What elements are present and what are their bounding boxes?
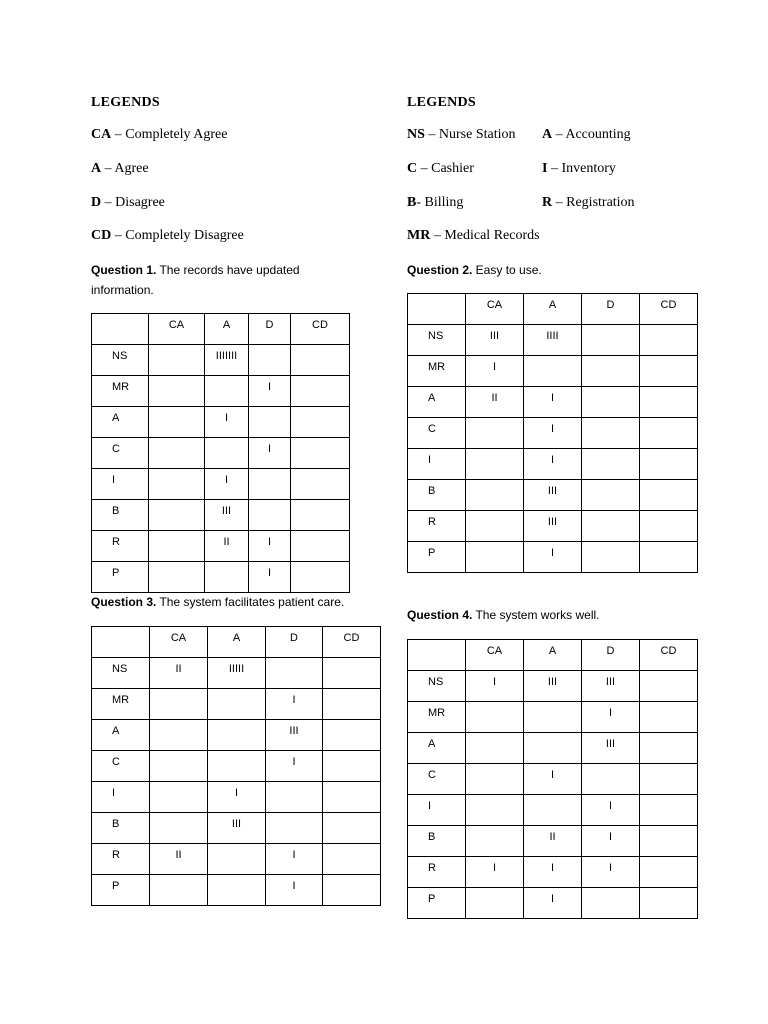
tally-cell-ca (149, 562, 205, 593)
row-label: P (408, 888, 466, 919)
legend-desc: Nurse Station (438, 127, 516, 142)
table-row (408, 449, 698, 480)
legend-abbr: NS (407, 127, 425, 142)
tally-cell-cd (291, 345, 350, 376)
legend-abbr: CA (91, 127, 112, 142)
tally-cell-d: I (249, 562, 291, 593)
question-text: Easy to use. (472, 263, 542, 277)
legend-item-inventory (542, 161, 616, 177)
tally-cell-d (582, 449, 640, 480)
row-label: B (92, 500, 149, 531)
legend-item-d (91, 195, 165, 211)
table-header-row (408, 640, 698, 671)
question-label: Question 4. (407, 608, 473, 622)
table-row (92, 658, 381, 689)
legend-sep: – (101, 195, 116, 210)
tally-cell-d: I (266, 875, 323, 906)
tally-cell-a: II (524, 826, 582, 857)
column-header-d: D (249, 314, 291, 345)
legend-abbr: A (542, 127, 553, 142)
tally-cell-d (266, 782, 323, 813)
legend-sep: – (111, 228, 126, 243)
tally-cell-cd (640, 826, 698, 857)
tally-cell-ca (466, 764, 524, 795)
legend-sep: – (424, 127, 439, 142)
tally-cell-a (205, 438, 249, 469)
table-row (408, 888, 698, 919)
table-header-row (92, 627, 381, 658)
tally-cell-a: I (524, 888, 582, 919)
question-3-heading (91, 592, 391, 612)
table-row (92, 376, 350, 407)
row-label: R (408, 511, 466, 542)
table-row (92, 689, 381, 720)
table-row (92, 469, 350, 500)
row-label: MR (92, 376, 149, 407)
tally-cell-cd (640, 387, 698, 418)
table-row (408, 795, 698, 826)
tally-cell-ca: I (466, 356, 524, 387)
tally-cell-a (208, 875, 266, 906)
column-header-d: D (266, 627, 323, 658)
tally-cell-d (582, 542, 640, 573)
tally-cell-a: III (208, 813, 266, 844)
tally-cell-cd (640, 325, 698, 356)
legend-desc: Completely Disagree (125, 228, 244, 243)
tally-cell-a: IIIII (208, 658, 266, 689)
table-row (408, 702, 698, 733)
tally-cell-d (582, 764, 640, 795)
tally-cell-d: I (582, 795, 640, 826)
column-header-row-label (92, 627, 150, 658)
question-text: The system works well. (472, 608, 600, 622)
tally-cell-a: IIII (524, 325, 582, 356)
row-label: I (92, 469, 149, 500)
question-1-table (91, 313, 350, 593)
column-header-row-label (408, 294, 466, 325)
column-header-ca: CA (149, 314, 205, 345)
tally-cell-ca (149, 469, 205, 500)
row-label: A (92, 720, 150, 751)
question-text: The system facilitates patient care. (156, 595, 345, 609)
legend-item-accounting (542, 127, 631, 143)
tally-cell-cd (640, 480, 698, 511)
row-label: P (92, 562, 149, 593)
tally-cell-cd (291, 407, 350, 438)
legend-abbr: MR (407, 228, 431, 243)
table-row (92, 438, 350, 469)
tally-cell-a: I (205, 407, 249, 438)
tally-cell-cd (640, 418, 698, 449)
legend-abbr: B (407, 195, 417, 210)
tally-cell-a (208, 751, 266, 782)
tally-cell-ca (466, 418, 524, 449)
tally-cell-cd (291, 531, 350, 562)
tally-cell-a: IIIIIII (205, 345, 249, 376)
row-label: R (92, 531, 149, 562)
legend-abbr: I (542, 161, 548, 176)
tally-cell-a (524, 733, 582, 764)
question-2-heading (407, 260, 707, 280)
tally-cell-ca (466, 795, 524, 826)
tally-cell-a (205, 562, 249, 593)
legend-sep: – (552, 127, 566, 142)
column-header-cd: CD (323, 627, 381, 658)
tally-cell-a (208, 844, 266, 875)
row-label: P (92, 875, 150, 906)
tally-cell-ca (150, 689, 208, 720)
question-text-line2: information. (91, 283, 154, 297)
row-label: R (92, 844, 150, 875)
table-row (408, 356, 698, 387)
question-text: The records have updated (156, 263, 300, 277)
column-header-ca: CA (466, 640, 524, 671)
tally-cell-d: I (249, 531, 291, 562)
tally-cell-d (249, 469, 291, 500)
tally-cell-a: I (208, 782, 266, 813)
row-label: A (408, 387, 466, 418)
row-label: MR (92, 689, 150, 720)
tally-cell-ca (149, 407, 205, 438)
tally-cell-ca (150, 751, 208, 782)
tally-cell-a: III (524, 480, 582, 511)
tally-cell-d: I (266, 689, 323, 720)
legend-abbr: R (542, 195, 553, 210)
legend-sep: - (416, 195, 425, 210)
legend-sep: – (111, 127, 126, 142)
tally-cell-cd (291, 500, 350, 531)
tally-cell-cd (291, 469, 350, 500)
table-row (92, 345, 350, 376)
legends-right-title: LEGENDS (407, 95, 477, 110)
legend-sep: – (552, 195, 567, 210)
tally-cell-d: I (266, 751, 323, 782)
column-header-row-label (92, 314, 149, 345)
row-label: I (92, 782, 150, 813)
tally-cell-cd (323, 689, 381, 720)
legend-item-mr (407, 228, 540, 244)
table-row (92, 562, 350, 593)
tally-cell-cd (291, 438, 350, 469)
row-label: C (408, 764, 466, 795)
table-row (408, 387, 698, 418)
column-header-ca: CA (466, 294, 524, 325)
legend-abbr: D (91, 195, 102, 210)
legend-sep: – (430, 228, 445, 243)
legend-desc: Accounting (565, 127, 631, 142)
tally-cell-ca: I (466, 671, 524, 702)
question-3-table (91, 626, 381, 906)
column-header-cd: CD (291, 314, 350, 345)
tally-cell-a: I (524, 418, 582, 449)
tally-cell-cd (640, 795, 698, 826)
tally-cell-a: I (524, 764, 582, 795)
tally-cell-cd (640, 511, 698, 542)
tally-cell-d (582, 356, 640, 387)
tally-cell-cd (291, 562, 350, 593)
tally-cell-a: I (524, 449, 582, 480)
row-label: NS (408, 325, 466, 356)
legend-desc: Cashier (431, 161, 474, 176)
column-header-a: A (524, 294, 582, 325)
legend-sep: – (101, 161, 115, 176)
table-row (92, 875, 381, 906)
tally-cell-cd (640, 888, 698, 919)
tally-cell-ca (150, 875, 208, 906)
tally-cell-d (582, 325, 640, 356)
tally-cell-a: II (205, 531, 249, 562)
question-4-table (407, 639, 698, 919)
legend-item-ns (407, 127, 516, 143)
tally-cell-cd (323, 782, 381, 813)
row-label: MR (408, 702, 466, 733)
tally-cell-ca: II (466, 387, 524, 418)
tally-cell-ca: I (466, 857, 524, 888)
table-row (408, 480, 698, 511)
tally-cell-ca: II (150, 658, 208, 689)
legend-item-a (91, 161, 149, 177)
legend-desc: Billing (424, 195, 464, 210)
column-header-a: A (208, 627, 266, 658)
tally-cell-cd (323, 720, 381, 751)
table-row (408, 542, 698, 573)
tally-cell-ca: III (466, 325, 524, 356)
tally-cell-cd (323, 844, 381, 875)
row-label: B (408, 826, 466, 857)
table-row (92, 782, 381, 813)
legend-desc: Disagree (115, 195, 165, 210)
table-row (92, 531, 350, 562)
tally-cell-ca (466, 733, 524, 764)
legend-desc: Registration (566, 195, 635, 210)
column-header-a: A (524, 640, 582, 671)
column-header-cd: CD (640, 640, 698, 671)
tally-cell-a (524, 795, 582, 826)
legends-left-title: LEGENDS (91, 95, 161, 110)
tally-cell-d: III (582, 671, 640, 702)
legend-item-registration (542, 195, 635, 211)
row-label: I (408, 795, 466, 826)
table-row (408, 733, 698, 764)
row-label: A (92, 407, 149, 438)
tally-cell-cd (323, 658, 381, 689)
tally-cell-d: I (582, 857, 640, 888)
legend-desc: Completely Agree (125, 127, 228, 142)
tally-cell-ca (466, 888, 524, 919)
table-row (408, 764, 698, 795)
tally-cell-cd (640, 449, 698, 480)
tally-cell-d: I (266, 844, 323, 875)
table-row (92, 407, 350, 438)
tally-cell-d (266, 813, 323, 844)
question-4-heading (407, 605, 707, 625)
row-label: C (408, 418, 466, 449)
legend-desc: Medical Records (444, 228, 540, 243)
tally-cell-d (249, 500, 291, 531)
tally-cell-ca (149, 345, 205, 376)
table-header-row (408, 294, 698, 325)
tally-cell-a (524, 356, 582, 387)
tally-cell-a: I (524, 857, 582, 888)
tally-cell-cd (640, 764, 698, 795)
tally-cell-d (582, 511, 640, 542)
question-2-table (407, 293, 698, 573)
legend-desc: Inventory (561, 161, 616, 176)
table-row (408, 857, 698, 888)
tally-cell-d (249, 407, 291, 438)
table-row (408, 826, 698, 857)
legend-abbr: CD (91, 228, 112, 243)
tally-cell-cd (640, 671, 698, 702)
column-header-a: A (205, 314, 249, 345)
tally-cell-ca (149, 531, 205, 562)
legend-desc: Agree (114, 161, 149, 176)
legend-item-cashier (407, 161, 474, 177)
row-label: NS (92, 658, 150, 689)
tally-cell-d (582, 480, 640, 511)
row-label: MR (408, 356, 466, 387)
table-row (408, 671, 698, 702)
tally-cell-d: I (582, 702, 640, 733)
tally-cell-a: III (524, 671, 582, 702)
tally-cell-d: I (249, 438, 291, 469)
question-label: Question 3. (91, 595, 157, 609)
table-row (408, 418, 698, 449)
table-row (92, 500, 350, 531)
row-label: C (92, 438, 149, 469)
tally-cell-cd (640, 733, 698, 764)
question-label: Question 1. (91, 263, 157, 277)
tally-cell-a: I (205, 469, 249, 500)
row-label: R (408, 857, 466, 888)
column-header-d: D (582, 640, 640, 671)
tally-cell-cd (323, 751, 381, 782)
row-label: I (408, 449, 466, 480)
tally-cell-a (524, 702, 582, 733)
tally-cell-cd (640, 702, 698, 733)
tally-cell-cd (323, 875, 381, 906)
table-row (92, 751, 381, 782)
tally-cell-d (249, 345, 291, 376)
row-label: B (408, 480, 466, 511)
table-row (92, 844, 381, 875)
legend-item-ca (91, 127, 228, 143)
tally-cell-cd (640, 356, 698, 387)
legend-item-billing (407, 195, 463, 211)
table-row (92, 720, 381, 751)
tally-cell-ca (150, 813, 208, 844)
legend-abbr: A (91, 161, 102, 176)
tally-cell-ca (150, 720, 208, 751)
tally-cell-d: I (249, 376, 291, 407)
table-row (408, 325, 698, 356)
tally-cell-ca (466, 702, 524, 733)
question-label: Question 2. (407, 263, 473, 277)
row-label: A (408, 733, 466, 764)
legend-item-cd (91, 228, 244, 244)
tally-cell-d: III (582, 733, 640, 764)
tally-cell-d: III (266, 720, 323, 751)
legend-sep: – (547, 161, 562, 176)
tally-cell-a (208, 689, 266, 720)
row-label: NS (408, 671, 466, 702)
column-header-ca: CA (150, 627, 208, 658)
legend-abbr: C (407, 161, 418, 176)
row-label: C (92, 751, 150, 782)
tally-cell-cd (640, 857, 698, 888)
tally-cell-d (582, 888, 640, 919)
tally-cell-d (266, 658, 323, 689)
tally-cell-ca (466, 480, 524, 511)
tally-cell-d: I (582, 826, 640, 857)
tally-cell-ca (150, 782, 208, 813)
tally-cell-d (582, 387, 640, 418)
tally-cell-ca (466, 449, 524, 480)
tally-cell-ca (466, 542, 524, 573)
tally-cell-a: III (524, 511, 582, 542)
table-row (408, 511, 698, 542)
legend-sep: – (417, 161, 432, 176)
tally-cell-a (205, 376, 249, 407)
tally-cell-cd (640, 542, 698, 573)
tally-cell-cd (291, 376, 350, 407)
row-label: P (408, 542, 466, 573)
column-header-cd: CD (640, 294, 698, 325)
tally-cell-a: I (524, 387, 582, 418)
tally-cell-d (582, 418, 640, 449)
column-header-d: D (582, 294, 640, 325)
tally-cell-cd (323, 813, 381, 844)
table-row (92, 813, 381, 844)
tally-cell-a (208, 720, 266, 751)
question-1-heading (91, 260, 371, 300)
tally-cell-ca (149, 438, 205, 469)
row-label: NS (92, 345, 149, 376)
tally-cell-ca (466, 826, 524, 857)
tally-cell-a: I (524, 542, 582, 573)
table-header-row (92, 314, 350, 345)
row-label: B (92, 813, 150, 844)
tally-cell-ca: II (150, 844, 208, 875)
column-header-row-label (408, 640, 466, 671)
tally-cell-ca (149, 500, 205, 531)
tally-cell-ca (466, 511, 524, 542)
tally-cell-a: III (205, 500, 249, 531)
tally-cell-ca (149, 376, 205, 407)
